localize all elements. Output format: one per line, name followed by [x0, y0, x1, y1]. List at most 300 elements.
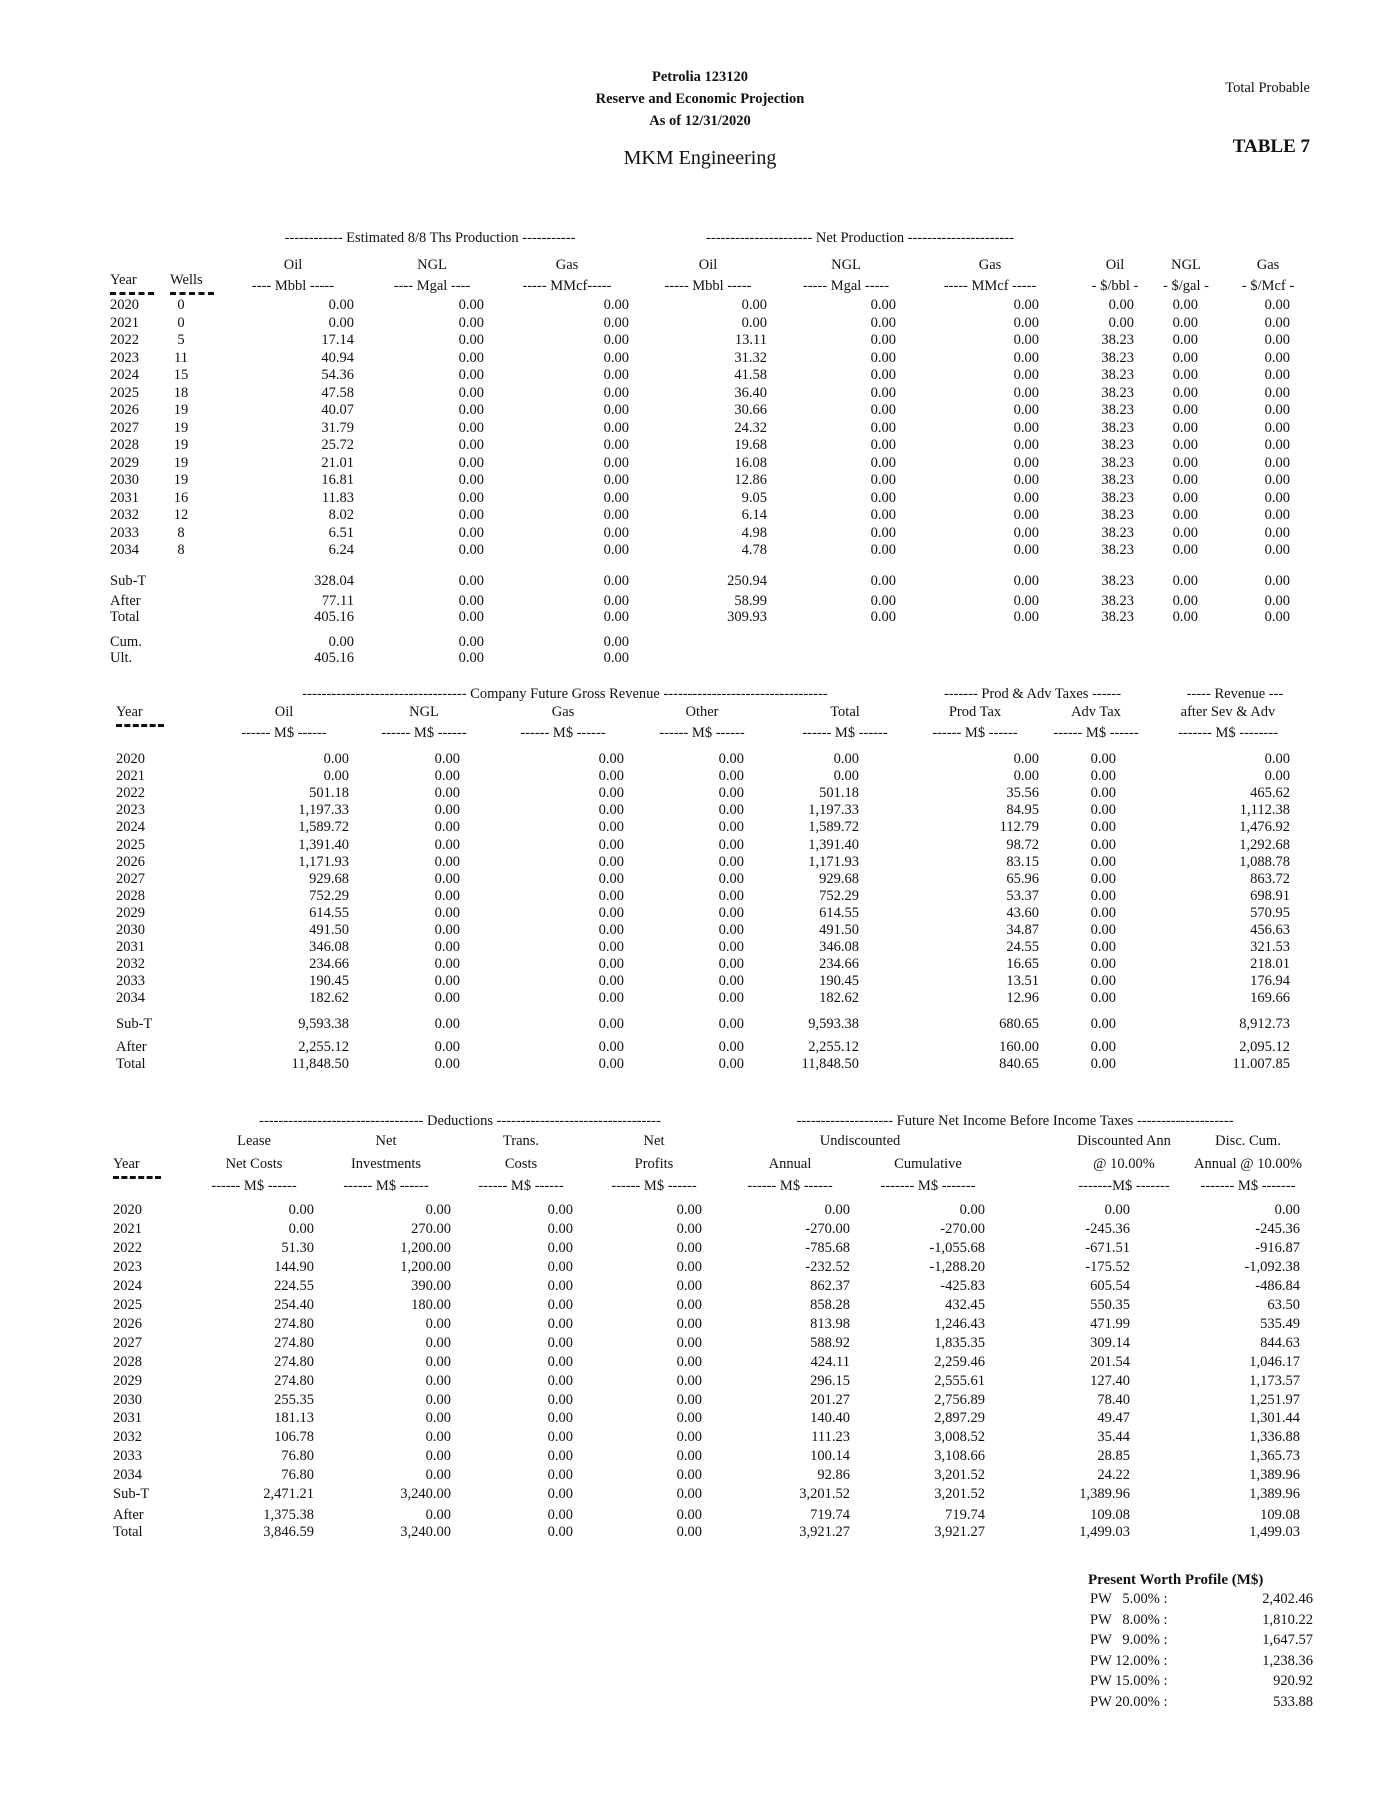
cell-value: 0.00 — [1264, 437, 1290, 453]
column-unit: ------ M$ ------ — [659, 725, 745, 741]
cell-value: 38.23 — [1101, 472, 1134, 488]
cell-value: 0.00 — [328, 634, 354, 650]
cell-value: 0.00 — [288, 1220, 314, 1237]
cell-value: 0.00 — [547, 1277, 573, 1294]
row-label: 2031 — [110, 489, 139, 506]
cell-value: 47.58 — [321, 384, 354, 401]
cell-value: 0.00 — [870, 454, 896, 471]
cell-value: 0.00 — [1013, 314, 1039, 331]
cell-value: 11,848.50 — [801, 1056, 859, 1072]
row-label: 2027 — [113, 1334, 142, 1351]
cell-value: 0.00 — [458, 524, 484, 541]
cell-value: 0.00 — [1172, 384, 1198, 401]
cell-value: 3,108.66 — [934, 1448, 985, 1465]
cell-value: 0.00 — [458, 609, 484, 625]
cell-value: 0.00 — [425, 1448, 451, 1465]
cell-value: 9.05 — [741, 489, 767, 506]
row-label: 2032 — [113, 1429, 142, 1446]
cell-value: 1,589.72 — [298, 819, 349, 836]
cell-value: 588.92 — [810, 1334, 850, 1351]
table-row — [0, 751, 1398, 769]
row-label: 2024 — [110, 367, 139, 383]
cell-value: 0.00 — [1013, 542, 1039, 558]
cell-value: 106.78 — [274, 1429, 314, 1446]
cell-value: 0.00 — [718, 802, 744, 819]
row-label: Total — [116, 1056, 146, 1072]
column-unit: ----- MMcf ----- — [943, 278, 1037, 294]
cell-value: 182.62 — [819, 990, 859, 1007]
cell-value: 0.00 — [323, 751, 349, 767]
pw-value: 1,238.36 — [1262, 1652, 1313, 1669]
row-label: 2023 — [116, 802, 145, 819]
cell-value: 3,240.00 — [400, 1524, 451, 1540]
cell-value: 0.00 — [1013, 367, 1039, 383]
reserve-category: Total Probable — [1225, 80, 1310, 96]
cell-value: 501.18 — [819, 785, 859, 802]
cell-value: 0.00 — [1090, 768, 1116, 785]
cell-value: 3,846.59 — [263, 1524, 314, 1540]
pw-value: 2,402.46 — [1262, 1591, 1313, 1607]
cell-value: 0.00 — [1090, 939, 1116, 956]
cell-value: 0.00 — [603, 593, 629, 609]
cell-value: 1,336.88 — [1249, 1429, 1300, 1446]
cell-value: 38.23 — [1101, 332, 1134, 348]
column-header: Oil — [274, 704, 294, 720]
column-header-line1: Disc. Cum. — [1215, 1133, 1281, 1149]
cell-value: 1,389.96 — [1079, 1486, 1130, 1502]
cell-value: 1,499.03 — [1079, 1524, 1130, 1540]
cell-value: 2,897.29 — [934, 1410, 985, 1427]
column-header: Total — [830, 704, 860, 720]
cell-value: 2,555.61 — [934, 1372, 985, 1389]
cell-value: 0.00 — [870, 507, 896, 523]
table-row — [0, 1240, 1398, 1258]
cell-value: 0.00 — [547, 1315, 573, 1332]
column-header: Oil — [283, 257, 303, 273]
cell-value: 432.45 — [945, 1296, 985, 1313]
cell-value: 1,499.03 — [1249, 1524, 1300, 1540]
column-header: Other — [685, 704, 719, 720]
cell-value: 0.00 — [1274, 1202, 1300, 1218]
cell-value: 501.18 — [309, 785, 349, 802]
table-row — [0, 973, 1398, 991]
present-worth-row — [1088, 1692, 1313, 1713]
cell-value: 40.94 — [321, 349, 354, 366]
cell-value: 0.00 — [1013, 349, 1039, 366]
row-label: 2031 — [113, 1410, 142, 1427]
cell-value: 0.00 — [598, 785, 624, 802]
cell-value: 471.99 — [1090, 1315, 1130, 1332]
cell-value: 92.86 — [817, 1467, 850, 1484]
column-unit: ------ M$ ------ — [241, 725, 327, 741]
column-header-line2: Cumulative — [894, 1156, 962, 1172]
cell-value: 0.00 — [1090, 853, 1116, 870]
column-header-line2: @ 10.00% — [1093, 1156, 1155, 1172]
wells-count: 0 — [177, 297, 185, 313]
column-header: Prod Tax — [948, 704, 1002, 720]
cell-value: 491.50 — [309, 922, 349, 938]
cell-value: 614.55 — [819, 904, 859, 921]
table-row — [0, 1297, 1398, 1315]
cell-value: 0.00 — [425, 1507, 451, 1523]
cell-value: 0.00 — [603, 472, 629, 488]
pw-rate-label: PW 9.00% : — [1090, 1632, 1168, 1648]
row-label: 2030 — [113, 1391, 142, 1408]
cell-value: 19.68 — [734, 437, 767, 453]
table-row — [0, 1373, 1398, 1391]
cell-value: 0.00 — [1172, 367, 1198, 383]
column-header-line2: Annual — [768, 1156, 812, 1172]
cell-value: 144.90 — [274, 1258, 314, 1275]
cell-value: -232.52 — [805, 1258, 850, 1275]
cell-value: 0.00 — [458, 593, 484, 609]
cell-value: 12.96 — [1006, 990, 1039, 1007]
cell-value: 0.00 — [547, 1296, 573, 1313]
row-label: 2034 — [113, 1467, 142, 1484]
cell-value: 270.00 — [411, 1220, 451, 1237]
wells-count: 19 — [173, 419, 189, 436]
cell-value: 0.00 — [870, 542, 896, 558]
cell-value: 0.00 — [323, 768, 349, 785]
column-unit: ---- Mbbl ----- — [251, 278, 335, 294]
cell-value: 0.00 — [870, 349, 896, 366]
column-unit: ------ M$ ------ — [1053, 725, 1139, 741]
cell-value: 0.00 — [1013, 332, 1039, 348]
row-label: 2026 — [110, 402, 139, 418]
cell-value: 0.00 — [1013, 419, 1039, 436]
cell-value: 0.00 — [598, 870, 624, 887]
cell-value: 0.00 — [547, 1334, 573, 1351]
table-row — [0, 1259, 1398, 1277]
cell-value: 0.00 — [603, 524, 629, 541]
cell-value: 201.54 — [1090, 1353, 1130, 1370]
cell-value: 0.00 — [598, 939, 624, 956]
cell-value: 719.74 — [810, 1507, 850, 1523]
cell-value: 38.23 — [1101, 419, 1134, 436]
cell-value: 176.94 — [1250, 973, 1290, 990]
cell-value: 0.00 — [1264, 507, 1290, 523]
cell-value: 456.63 — [1250, 922, 1290, 938]
report-header — [560, 66, 840, 132]
cell-value: 25.72 — [321, 437, 354, 453]
cell-value: 844.63 — [1260, 1334, 1300, 1351]
cell-value: 0.00 — [1090, 1016, 1116, 1032]
column-header: Gas — [1256, 257, 1280, 273]
cell-value: 1,375.38 — [263, 1507, 314, 1523]
cell-value: 0.00 — [870, 472, 896, 488]
column-header: Oil — [1105, 257, 1125, 273]
cell-value: 0.00 — [870, 384, 896, 401]
row-label: Ult. — [110, 650, 133, 666]
cell-value: 0.00 — [1264, 454, 1290, 471]
cell-value: 1,173.57 — [1249, 1372, 1300, 1389]
cell-value: 0.00 — [547, 1448, 573, 1465]
cell-value: 0.00 — [425, 1410, 451, 1427]
cell-value: 0.00 — [1013, 751, 1039, 767]
cell-value: 0.00 — [598, 836, 624, 853]
cell-value: 2,471.21 — [263, 1486, 314, 1502]
cell-value: 862.37 — [810, 1277, 850, 1294]
cell-value: 112.79 — [999, 819, 1039, 836]
cell-value: -270.00 — [940, 1220, 985, 1237]
cell-value: 12.86 — [734, 472, 767, 488]
cell-value: 0.00 — [870, 609, 896, 625]
column-unit: ------- M$ ------- — [1200, 1178, 1296, 1194]
underline-dashes — [110, 292, 154, 295]
pw-rate-label: PW 12.00% : — [1090, 1652, 1168, 1669]
cell-value: 0.00 — [598, 1039, 624, 1055]
cell-value: 1,200.00 — [400, 1258, 451, 1275]
column-header-line1: Trans. — [502, 1133, 540, 1149]
table-row — [0, 819, 1398, 837]
cell-value: 0.00 — [1090, 1039, 1116, 1055]
pw-value: 920.92 — [1273, 1673, 1313, 1689]
cell-value: 0.00 — [434, 836, 460, 853]
cell-value: 0.00 — [458, 542, 484, 558]
column-unit: - $/gal - — [1163, 278, 1209, 294]
cell-value: 0.00 — [1090, 802, 1116, 819]
column-unit: ----- MMcf----- — [522, 278, 612, 294]
row-label: 2025 — [113, 1296, 142, 1313]
group-header-net-revenue: ----- Revenue --- — [1186, 686, 1284, 702]
cell-value: 0.00 — [547, 1239, 573, 1256]
cell-value: 0.00 — [676, 1507, 702, 1523]
cell-value: 813.98 — [810, 1315, 850, 1332]
cell-value: 38.23 — [1101, 349, 1134, 366]
cell-value: 0.00 — [603, 489, 629, 506]
cell-value: 190.45 — [309, 973, 349, 990]
cell-value: 0.00 — [425, 1391, 451, 1408]
cell-value: 1,476.92 — [1239, 819, 1290, 836]
present-worth-row — [1088, 1589, 1313, 1610]
cell-value: 1,391.40 — [298, 836, 349, 853]
cell-value: 24.55 — [1006, 939, 1039, 956]
cell-value: 0.00 — [1264, 751, 1290, 767]
cell-value: 11,848.50 — [291, 1056, 349, 1072]
cell-value: 0.00 — [603, 332, 629, 348]
cell-value: 0.00 — [870, 419, 896, 436]
table-row — [0, 332, 1398, 350]
col-header-wells: Wells — [170, 272, 214, 306]
cell-value: 0.00 — [458, 437, 484, 453]
cell-value: 0.00 — [1172, 593, 1198, 609]
col-header-year: Year — [110, 272, 154, 306]
group-header-gross-revenue: ---------------------------------- Company Future Gross Revenue ---------------------------------- — [302, 686, 828, 702]
cell-value: 0.00 — [718, 768, 744, 785]
cell-value: -785.68 — [805, 1239, 850, 1256]
column-header: NGL — [409, 704, 439, 720]
cell-value: 16.65 — [1006, 956, 1039, 973]
table-row — [0, 437, 1398, 455]
row-label: 2030 — [116, 922, 145, 938]
cell-value: 0.00 — [288, 1202, 314, 1218]
cell-value: 614.55 — [309, 904, 349, 921]
cell-value: 0.00 — [434, 887, 460, 904]
column-unit: - $/Mcf - — [1241, 278, 1295, 294]
cell-value: 0.00 — [547, 1524, 573, 1540]
cell-value: 0.00 — [434, 922, 460, 938]
summary-row — [0, 573, 1398, 591]
cell-value: 4.78 — [741, 542, 767, 558]
cell-value: 24.22 — [1097, 1467, 1130, 1484]
cell-value: 0.00 — [1172, 402, 1198, 418]
cell-value: 0.00 — [1013, 507, 1039, 523]
cell-value: 0.00 — [1264, 367, 1290, 383]
cell-value: 9,593.38 — [808, 1016, 859, 1032]
cell-value: 0.00 — [870, 297, 896, 313]
cell-value: 53.37 — [1006, 887, 1039, 904]
cell-value: 51.30 — [281, 1239, 314, 1256]
cell-value: 0.00 — [458, 454, 484, 471]
cell-value: 0.00 — [676, 1315, 702, 1332]
row-label: 2020 — [110, 297, 139, 313]
cell-value: 0.00 — [1172, 573, 1198, 589]
cell-value: 274.80 — [274, 1353, 314, 1370]
cell-value: 1,251.97 — [1249, 1391, 1300, 1408]
present-worth-row — [1088, 1651, 1313, 1672]
column-header: Gas — [978, 257, 1002, 273]
cell-value: 24.32 — [734, 419, 767, 436]
summary-row — [0, 609, 1398, 627]
cell-value: 2,255.12 — [808, 1039, 859, 1055]
cell-value: 38.23 — [1101, 573, 1134, 589]
cell-value: 38.23 — [1101, 489, 1134, 506]
table-row — [0, 871, 1398, 889]
table-row — [0, 350, 1398, 368]
cell-value: 1,589.72 — [808, 819, 859, 836]
summary-row — [0, 1039, 1398, 1057]
cell-value: 309.14 — [1090, 1334, 1130, 1351]
column-unit: ---- Mgal ---- — [393, 278, 471, 294]
cell-value: 38.23 — [1101, 542, 1134, 558]
cell-value: 0.00 — [434, 802, 460, 819]
cell-value: 0.00 — [1264, 573, 1290, 589]
row-label: 2021 — [116, 768, 145, 785]
underline-dashes — [113, 1176, 161, 1179]
column-header-line2: Investments — [350, 1156, 422, 1172]
cell-value: 0.00 — [718, 1039, 744, 1055]
cell-value: 0.00 — [1090, 990, 1116, 1007]
column-unit: ------- M$ ------- — [880, 1178, 976, 1194]
cell-value: 109.08 — [1260, 1507, 1300, 1523]
cell-value: 0.00 — [676, 1429, 702, 1446]
cell-value: 0.00 — [1013, 437, 1039, 453]
cell-value: 1,088.78 — [1239, 853, 1290, 870]
cell-value: 140.40 — [810, 1410, 850, 1427]
cell-value: 0.00 — [603, 367, 629, 383]
group-header-taxes: ------- Prod & Adv Taxes ------ — [943, 686, 1122, 702]
cell-value: 0.00 — [1108, 314, 1134, 331]
present-worth-title: Present Worth Profile (M$) — [1088, 1572, 1264, 1588]
cell-value: 0.00 — [1264, 524, 1290, 541]
cell-value: 0.00 — [603, 542, 629, 558]
cell-value: 0.00 — [458, 402, 484, 418]
cell-value: 0.00 — [1104, 1202, 1130, 1218]
pw-rate-label: PW 5.00% : — [1090, 1591, 1168, 1607]
cell-value: 0.00 — [458, 384, 484, 401]
cell-value: 38.23 — [1101, 593, 1134, 609]
cell-value: 0.00 — [1090, 819, 1116, 836]
cell-value: 0.00 — [1013, 472, 1039, 488]
cell-value: 0.00 — [676, 1372, 702, 1389]
table-row — [0, 1278, 1398, 1296]
wells-count: 19 — [173, 437, 189, 453]
cell-value: 0.00 — [1013, 297, 1039, 313]
cell-value: 0.00 — [598, 819, 624, 836]
cell-value: 36.40 — [734, 384, 767, 401]
cell-value: 0.00 — [676, 1296, 702, 1313]
cell-value: 1,389.96 — [1249, 1486, 1300, 1502]
table-row — [0, 785, 1398, 803]
row-label: 2020 — [113, 1202, 142, 1218]
column-header-line1: Net — [375, 1133, 397, 1149]
cell-value: 0.00 — [718, 904, 744, 921]
cell-value: 0.00 — [718, 990, 744, 1007]
table-row — [0, 472, 1398, 490]
cell-value: 0.00 — [718, 751, 744, 767]
cell-value: 274.80 — [274, 1334, 314, 1351]
cell-value: 0.00 — [547, 1429, 573, 1446]
row-label: 2023 — [110, 349, 139, 366]
cell-value: 0.00 — [833, 768, 859, 785]
summary-row — [0, 1486, 1398, 1504]
cell-value: 390.00 — [411, 1277, 451, 1294]
cell-value: 31.32 — [734, 349, 767, 366]
group-header-net-production: ---------------------- Net Production ---------------------- — [706, 230, 1014, 246]
column-unit: ----- Mbbl ----- — [664, 278, 752, 294]
cell-value: 1,246.43 — [934, 1315, 985, 1332]
cell-value: 0.00 — [434, 853, 460, 870]
cell-value: 0.00 — [1172, 524, 1198, 541]
cell-value: 34.87 — [1006, 922, 1039, 938]
cell-value: 0.00 — [547, 1372, 573, 1389]
cell-value: 0.00 — [718, 785, 744, 802]
table-row — [0, 802, 1398, 820]
row-label: 2021 — [113, 1220, 142, 1237]
wells-count: 11 — [174, 349, 188, 366]
cell-value: 0.00 — [434, 939, 460, 956]
cell-value: 0.00 — [1090, 973, 1116, 990]
row-label: Sub-T — [110, 573, 147, 589]
cell-value: 0.00 — [870, 524, 896, 541]
cell-value: 0.00 — [676, 1486, 702, 1502]
cell-value: 0.00 — [598, 1056, 624, 1072]
cell-value: 17.14 — [321, 332, 354, 348]
cumulative-row — [0, 650, 1398, 668]
row-label: 2025 — [110, 384, 139, 401]
cell-value: 0.00 — [870, 573, 896, 589]
cell-value: 38.23 — [1101, 402, 1134, 418]
cell-value: 201.27 — [810, 1391, 850, 1408]
cell-value: 0.00 — [676, 1410, 702, 1427]
row-label: 2028 — [113, 1353, 142, 1370]
cell-value: 0.00 — [603, 454, 629, 471]
cell-value: 0.00 — [718, 956, 744, 973]
cell-value: 0.00 — [676, 1202, 702, 1218]
group-header-future-net-income: -------------------- Future Net Income Before Income Taxes -------------------- — [796, 1113, 1234, 1129]
row-label: 2028 — [116, 887, 145, 904]
column-unit: ------ M$ ------ — [520, 725, 606, 741]
cell-value: 0.00 — [1172, 437, 1198, 453]
column-header-line1: Net — [643, 1133, 665, 1149]
cell-value: 0.00 — [458, 573, 484, 589]
column-header-line2: Profits — [634, 1156, 674, 1172]
row-label: 2033 — [113, 1448, 142, 1465]
underline-dashes — [170, 292, 214, 295]
table-row — [0, 525, 1398, 543]
cell-value: 16.81 — [321, 472, 354, 488]
table-row — [0, 922, 1398, 940]
